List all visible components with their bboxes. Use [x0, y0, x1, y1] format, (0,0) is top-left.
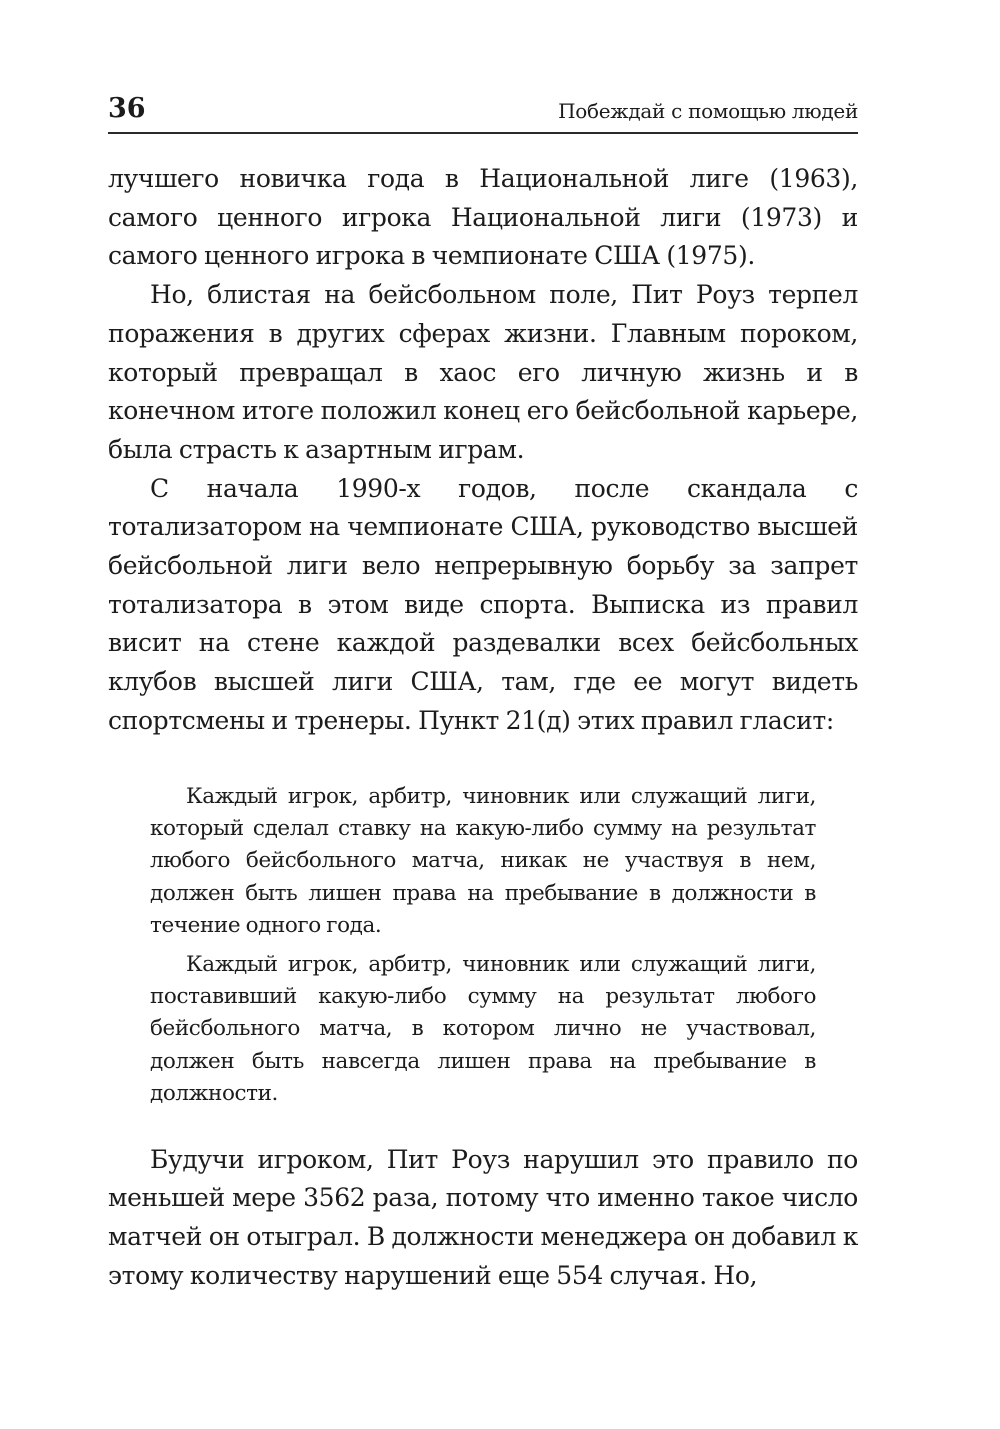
main-text [108, 160, 858, 1295]
running-title: Побеждай с помощью людей [558, 99, 858, 123]
paragraph: Но, блистая на бейсбольном поле, Пит Роуз терпел поражения в других сферах жизни. Главным пороком, который превращал в хаос его личную жизнь и в конечном итоге положил конец его бейсбольной карьере, была страсть к азартным играм. [108, 280, 858, 464]
paragraph-continued: лучшего новичка года в Национальной лиге (1963), самого ценного игрока Национальной лиги (1973) и самого ценного игрока в чемпионате США (1975). [108, 164, 858, 271]
quote-paragraph: Каждый игрок, арбитр, чиновник или служащий лиги, поставивший какую-либо сумму на результат любого бейсбольного матча, в котором лично не участвовал, должен быть навсегда лишен права на пребывание в должности. [150, 951, 816, 1107]
quote-paragraph: Каждый игрок, арбитр, чиновник или служащий лиги, который сделал ставку на какую-либо сумму на результат любого бейсбольного матча, никак не участвуя в нем, должен быть лишен права на пребывание в должности в течение одного года. [150, 783, 816, 939]
block-quote [150, 781, 816, 1111]
paragraph: С начала 1990-х годов, после скандала с тотализатором на чемпионате США, руководство высшей бейсбольной лиги вело непрерывную борьбу за запрет тотализатора в этом виде спорта. Выписка из правил висит на стене каждой раздевалки всех бейсбольных клубов высшей лиги США, там, где ее могут видеть спортсмены и тренеры. Пункт 21(д) этих правил гласит: [108, 473, 858, 735]
page-header [108, 92, 858, 134]
paragraph: Будучи игроком, Пит Роуз нарушил это правило по меньшей мере 3562 раза, потому что именно такое число матчей он отыграл. В должности менеджера он добавил к этому количеству нарушений еще 554 случая. Но, [108, 1144, 858, 1290]
page-number: 36 [108, 93, 146, 124]
